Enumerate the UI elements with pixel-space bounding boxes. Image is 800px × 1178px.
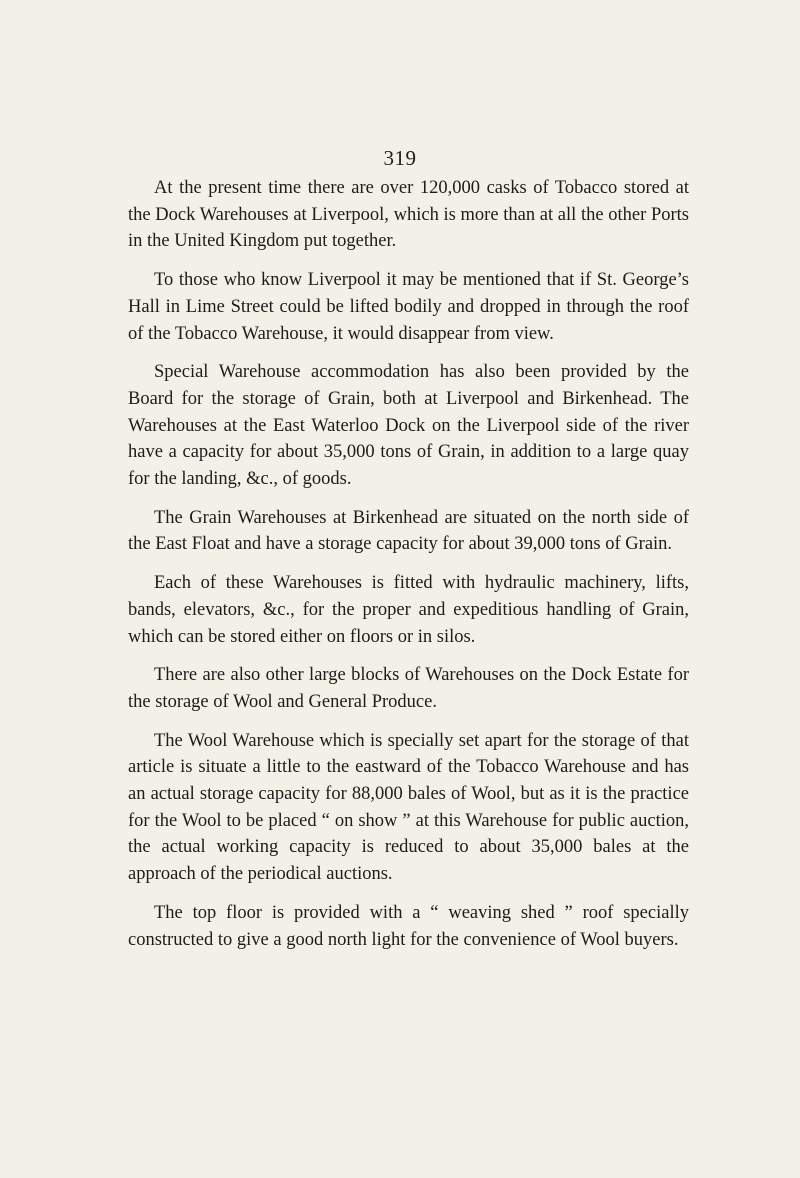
paragraph-tobacco-casks: At the present time there are over 120,000 casks of Tobacco stored at the Dock Warehouses at Liverpool, which is more than at all the other Ports in the United Kingdom put together.: [128, 178, 689, 252]
paragraph-hydraulic-machinery: Each of these Warehouses is fitted with hydraulic machinery, lifts, bands, elevators, &c., for the proper and expeditious handling of Grain, which can be stored either on floors or in silos.: [128, 573, 689, 647]
paragraph-other-warehouses: There are also other large blocks of Warehouses on the Dock Estate for the storage of Wool and General Produce.: [128, 665, 689, 712]
paragraph-birkenhead-grain: The Grain Warehouses at Birkenhead are situated on the north side of the East Float and have a storage capacity for about 39,000 tons of Grain.: [128, 507, 689, 555]
paragraph-st-georges-hall: To those who know Liverpool it may be mentioned that if St. George’s Hall in Lime Street could be lifted bodily and dropped in through the roof of the Tobacco Warehouse, it would disappear from view.: [128, 270, 689, 344]
paragraph-wool-warehouse: The Wool Warehouse which is specially set apart for the storage of that article is situate a little to the eastward of the Tobacco Warehouse and has an actual storage capacity for 88,000 bales of Wool, but as it is the practice for the Wool to be placed “ on show ” at this Warehouse for public auction, the actual working capacity is reduced to about 35,000 bales at the approach of the periodical auctions.: [128, 730, 689, 885]
paragraph-weaving-shed: The top floor is provided with a “ weaving shed ” roof specially constructed to give a good north light for the convenience of Wool buyers.: [128, 902, 689, 950]
page-number: 319: [383, 146, 417, 170]
paragraph-grain-warehouses: Special Warehouse accommodation has also been provided by the Board for the storage of Grain, both at Liverpool and Birkenhead. The Warehouses at the East Waterloo Dock on the Liverpool side of the river have a capacity for about 35,000 tons of Grain, in addition to a large quay for the landing, &c., of goods.: [128, 362, 689, 490]
body-text: [128, 175, 689, 965]
